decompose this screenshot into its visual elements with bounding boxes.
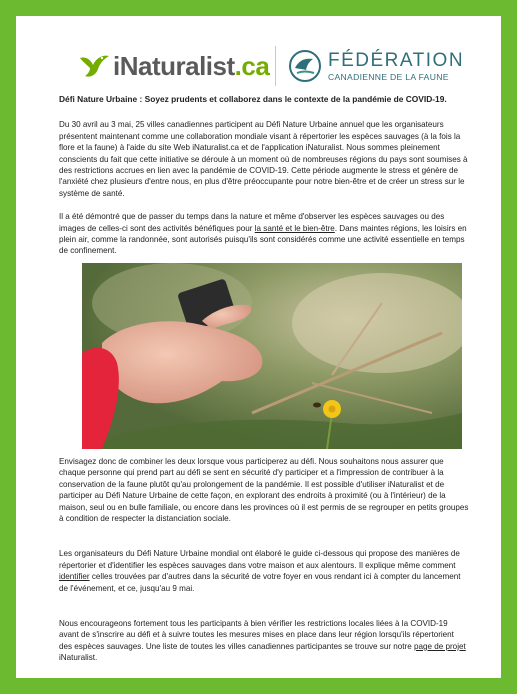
- logo-divider: [275, 46, 276, 86]
- paragraph-wellbeing: Il a été démontré que de passer du temps dans la nature et même d'observer les espèces sauvages ou des images de celles-ci sont des activités bénéfiques pour la santé et le bien-être. Dans maintes régions, les loisirs en plein air, comme la randonnée, sont autorisés puisqu'ils sont considérés comme une activité essentielle en temps de confinement.: [59, 212, 467, 256]
- paragraph-restrictions: Nous encourageons fortement tous les participants à bien vérifier les restrictions locales liées à la COVID-19 avant de s'inscrire au défi et à suivre toutes les mesures mises en place dans leur région lorsqu'ils répertorient des espèces sauvages. Une liste de toutes les villes canadiennes participantes se trouve sur notre page de projet iNaturalist.: [59, 618, 466, 663]
- article-body: [59, 94, 469, 664]
- health-wellbeing-link[interactable]: la santé et le bien-être: [254, 223, 335, 233]
- bird-icon: [78, 52, 110, 80]
- federation-logo: [288, 48, 464, 84]
- federation-wordmark: [328, 51, 464, 82]
- inaturalist-wordmark: iNaturalist.ca: [113, 50, 270, 81]
- logo-header: [16, 46, 501, 86]
- photo-illustration: [82, 263, 462, 449]
- federation-title: FÉDÉRATION: [328, 49, 465, 71]
- federation-subtitle: CANADIENNE DE LA FAUNE: [328, 71, 449, 82]
- article-headline: Défi Nature Urbaine : Soyez prudents et collaborez dans le contexte de la pandémie de COVID-19.: [59, 94, 447, 104]
- federation-emblem-icon: [288, 49, 322, 83]
- project-page-link[interactable]: page de projet: [413, 641, 466, 651]
- identify-link[interactable]: identifier: [59, 572, 90, 582]
- paragraph-guide: Les organisateurs du Défi Nature Urbaine mondial ont élaboré le guide ci-dessous qui propose des manières de répertorier et d'identifier les espèces sauvages dans votre maison et aux alentours. Il explique même comment identifier celles trouvées par d'autres dans la sécurité de votre foyer en vous rendant ici à compter du lancement de l'événement, et ce, jusqu'au 9 mai.: [59, 549, 461, 593]
- paragraph-intro: Du 30 avril au 3 mai, 25 villes canadiennes participent au Défi Nature Urbaine annuel que les organisateurs présentent maintenant comme une collaboration mondiale visant à répertorier les espèces sauvages (à la fois la flore et la faune) à l'aide du site Web iNaturalist.ca et de l'application iNaturalist. Nous sommes pleinement conscients du fait que cette initiative se déroule à un moment où de nombreuses régions du pays sont soumises à des restrictions accrues en lien avec la pandémie de COVID-19. Cette période augmente le stress et génère de l'anxiété chez plusieurs d'entre nous, en plus d'être préoccupante pour notre bien-être et de créer un stress sur le système de santé.: [59, 120, 468, 198]
- nature-photo: [82, 263, 462, 449]
- document-page: [16, 16, 501, 678]
- paragraph-combine: Envisagez donc de combiner les deux lorsque vous participerez au défi. Nous souhaitons nous assurer que chaque personne qui prend part au défi se sent en sécurité d'y participer et a l'impression de contribuer à la conservation de la faune plutôt qu'au prolongement de la pandémie. Il est possible d'utiliser iNaturalist et de participer au Défi Nature Urbaine de cette façon, en explorant des endroits à proximité (ou à l'intérieur) de la maison, seul ou en bulle familiale, ou encore dans les provinces où il est permis de se regrouper en petits groupes à condition de respecter la distanciation sociale.: [59, 456, 469, 523]
- inaturalist-logo: [78, 48, 269, 84]
